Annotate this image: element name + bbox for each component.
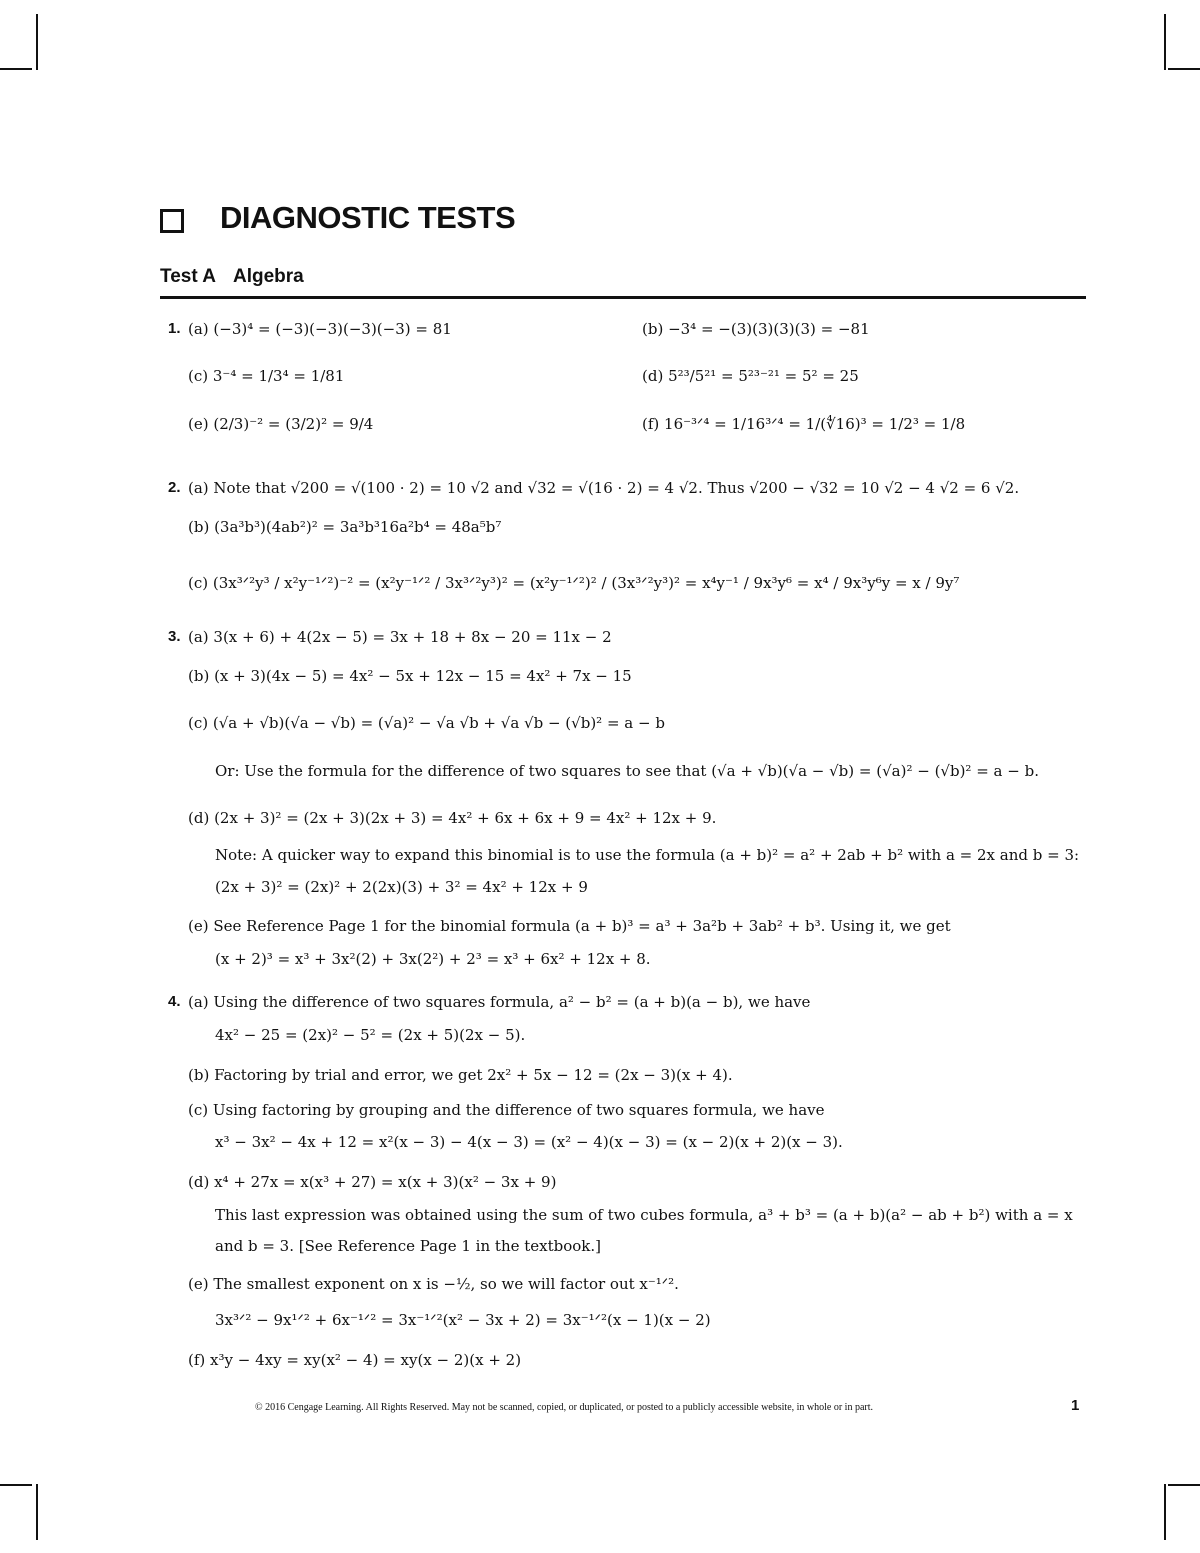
- crop-mark: [36, 14, 38, 70]
- problem-1b: (b) −3⁴ = −(3)(3)(3)(3) = −81: [642, 320, 870, 338]
- crop-mark: [1168, 68, 1200, 70]
- problem-3c: (c) (√a + √b)(√a − √b) = (√a)² − √a √b + √a √b − (√b)² = a − b: [188, 714, 665, 732]
- problem-4d: (d) x⁴ + 27x = x(x³ + 27) = x(x + 3)(x² − 3x + 9): [188, 1173, 557, 1191]
- problem-3e2: (x + 2)³ = x³ + 3x²(2) + 3x(2²) + 2³ = x³ + 6x² + 12x + 8.: [215, 950, 651, 968]
- problem-3b: (b) (x + 3)(4x − 5) = 4x² − 5x + 12x − 15 = 4x² + 7x − 15: [188, 667, 632, 685]
- heading-square-icon: [160, 209, 184, 233]
- problem-3c-or: Or: Use the formula for the difference of two squares to see that (√a + √b)(√a − √b) = (√a)² − (√b)² = a − b.: [215, 762, 1039, 780]
- problem-number: 4.: [168, 993, 181, 1010]
- header-rule: [160, 296, 1086, 299]
- problem-2a: (a) Note that √200 = √(100 · 2) = 10 √2 and √32 = √(16 · 2) = 4 √2. Thus √200 − √32 = 10 √2 − 4 √2 = 6 √2.: [188, 479, 1020, 497]
- problem-2c: (c) (3x³ᐟ²y³ / x²y⁻¹ᐟ²)⁻² = (x²y⁻¹ᐟ² / 3x³ᐟ²y³)² = (x²y⁻¹ᐟ²)² / (3x³ᐟ²y³)² = x⁴y⁻¹ / 9x³y⁶ = x⁴ / 9x³y⁶y = x / 9y⁷: [188, 574, 960, 592]
- crop-mark: [1168, 1484, 1200, 1486]
- page-number: 1: [1071, 1397, 1080, 1414]
- crop-mark: [1164, 1484, 1166, 1540]
- problem-1e: (e) (2/3)⁻² = (3/2)² = 9/4: [188, 415, 374, 433]
- problem-4e: (e) The smallest exponent on x is −½, so we will factor out x⁻¹ᐟ².: [188, 1275, 679, 1293]
- problem-number: 3.: [168, 628, 181, 645]
- problem-3d-note2: (2x + 3)² = (2x)² + 2(2x)(3) + 3² = 4x² + 12x + 9: [215, 878, 588, 896]
- problem-4f: (f) x³y − 4xy = xy(x² − 4) = xy(x − 2)(x + 2): [188, 1351, 522, 1369]
- problem-2b: (b) (3a³b³)(4ab²)² = 3a³b³16a²b⁴ = 48a⁵b⁷: [188, 518, 502, 536]
- problem-1a: (a) (−3)⁴ = (−3)(−3)(−3)(−3) = 81: [188, 320, 452, 338]
- problem-4b: (b) Factoring by trial and error, we get 2x² + 5x − 12 = (2x − 3)(x + 4).: [188, 1066, 733, 1084]
- problem-4e2: 3x³ᐟ² − 9x¹ᐟ² + 6x⁻¹ᐟ² = 3x⁻¹ᐟ²(x² − 3x + 2) = 3x⁻¹ᐟ²(x − 1)(x − 2): [215, 1311, 711, 1329]
- problem-4c: (c) Using factoring by grouping and the difference of two squares formula, we have: [188, 1101, 825, 1119]
- problem-3d: (d) (2x + 3)² = (2x + 3)(2x + 3) = 4x² + 6x + 6x + 9 = 4x² + 12x + 9.: [188, 809, 717, 827]
- problem-4d2: This last expression was obtained using the sum of two cubes formula, a³ + b³ = (a + b)(a² − ab + b²) with a = x: [215, 1206, 1073, 1224]
- crop-mark: [1164, 14, 1166, 70]
- problem-4c2: x³ − 3x² − 4x + 12 = x²(x − 3) − 4(x − 3) = (x² − 4)(x − 3) = (x − 2)(x + 2)(x − 3).: [215, 1133, 843, 1151]
- problem-3d-note: Note: A quicker way to expand this binomial is to use the formula (a + b)² = a² + 2ab + b² with a = 2x and b = 3:: [215, 846, 1080, 864]
- problem-3e: (e) See Reference Page 1 for the binomial formula (a + b)³ = a³ + 3a²b + 3ab² + b³. Using it, we get: [188, 917, 951, 935]
- problem-1c: (c) 3⁻⁴ = 1/3⁴ = 1/81: [188, 367, 345, 385]
- problem-number: 1.: [168, 320, 181, 337]
- crop-mark: [36, 1484, 38, 1540]
- crop-mark: [0, 68, 32, 70]
- crop-mark: [0, 1484, 32, 1486]
- section-label: Test A: [160, 266, 216, 287]
- problem-1f: (f) 16⁻³ᐟ⁴ = 1/16³ᐟ⁴ = 1/(∜16)³ = 1/2³ = 1/8: [642, 415, 966, 433]
- problem-4a: (a) Using the difference of two squares formula, a² − b² = (a + b)(a − b), we have: [188, 993, 811, 1011]
- problem-1d: (d) 5²³/5²¹ = 5²³⁻²¹ = 5² = 25: [642, 367, 859, 385]
- problem-4a2: 4x² − 25 = (2x)² − 5² = (2x + 5)(2x − 5).: [215, 1026, 526, 1044]
- problem-3a: (a) 3(x + 6) + 4(2x − 5) = 3x + 18 + 8x − 20 = 11x − 2: [188, 628, 612, 646]
- section-title: Algebra: [233, 266, 304, 287]
- problem-number: 2.: [168, 479, 181, 496]
- copyright-notice: © 2016 Cengage Learning. All Rights Reserved. May not be scanned, copied, or duplicated, or posted to a publicly accessible website, in whole or in part.: [255, 1402, 873, 1413]
- page-title: DIAGNOSTIC TESTS: [220, 200, 516, 235]
- problem-4d3: and b = 3. [See Reference Page 1 in the textbook.]: [215, 1237, 602, 1255]
